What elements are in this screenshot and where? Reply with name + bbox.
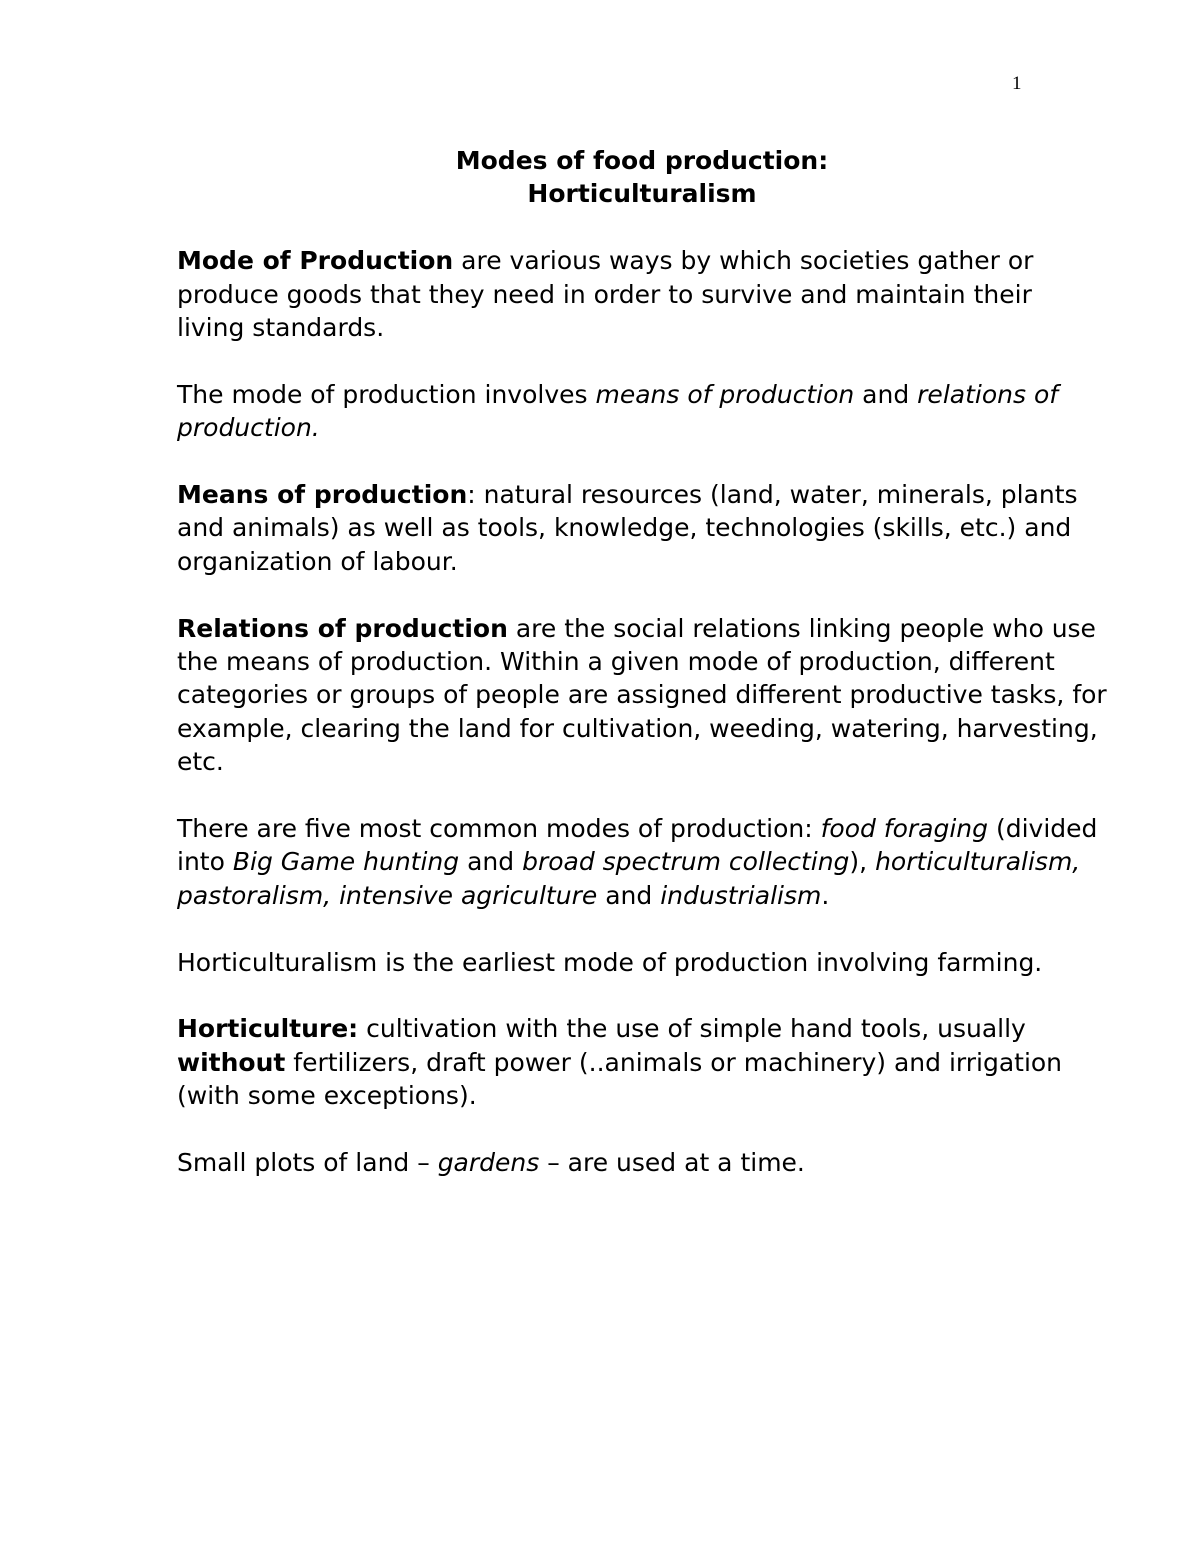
italic-big-game-hunting: Big Game hunting [232, 847, 460, 877]
paragraph-text: There are five most common modes of production: [177, 814, 821, 844]
bold-without: without [177, 1047, 286, 1077]
paragraph-text: Small plots of land – [177, 1148, 438, 1178]
term-horticulture: Horticulture: [177, 1014, 359, 1044]
italic-relations-of-production: relations of production. [177, 379, 1059, 443]
term-means-of-production: Means of production [177, 480, 468, 510]
title-line-1: Modes of food production: [455, 146, 829, 175]
document-body [177, 144, 1107, 1213]
paragraph-text: and [854, 379, 918, 409]
paragraph-text: and [459, 847, 523, 877]
term-relations-of-production: Relations of production [177, 613, 508, 643]
paragraph-text: are the social relations linking people who use the means of production. Within a given mode of production, different categories or groups of people are assigned different productive tasks, for example, clearing the land for cultivation, weeding, watering, harvesting, etc. [177, 613, 1107, 777]
italic-broad-spectrum-collecting: broad spectrum collecting [522, 847, 850, 877]
italic-industrialism: industrialism [660, 880, 822, 910]
italic-means-of-production: means of production [595, 379, 855, 409]
paragraph-horticulture [177, 1012, 1107, 1112]
paragraph-text: : natural resources (land, water, minerals, plants and animals) as well as tools, knowledge, technologies (skills, etc.) and organization of labour. [177, 480, 1078, 576]
paragraph-small-plots [177, 1146, 1107, 1179]
document-title [177, 144, 1107, 211]
paragraph-text: ), [849, 847, 876, 877]
paragraph-text: cultivation with the use of simple hand tools, usually [358, 1014, 1026, 1044]
paragraph-text: . [821, 880, 830, 910]
term-mode-of-production: Mode of Production [177, 246, 454, 276]
page-number: 1 [1012, 73, 1022, 94]
italic-food-foraging: food foraging [820, 814, 989, 844]
paragraph-means-of-production [177, 478, 1107, 578]
title-line-2: Horticulturalism [527, 179, 757, 209]
paragraph-text: – are used at a time. [539, 1148, 805, 1178]
paragraph-relations-of-production [177, 612, 1107, 779]
paragraph-text: (divided into [177, 814, 1098, 877]
paragraph-text: and [597, 880, 661, 910]
paragraph-text: Horticulturalism is the earliest mode of production involving farming. [177, 947, 1043, 977]
paragraph-mode-involves [177, 378, 1107, 445]
paragraph-text: fertilizers, draft power (..animals or machinery) and irrigation (with some exceptions). [177, 1047, 1063, 1111]
italic-modes-list: horticulturalism, pastoralism, intensive agriculture [177, 847, 1081, 910]
paragraph-text: are various ways by which societies gather or produce goods that they need in order to survive and maintain their living standards. [177, 246, 1034, 343]
paragraph-mode-of-production [177, 244, 1107, 344]
italic-gardens: gardens [437, 1148, 540, 1178]
paragraph-five-modes [177, 812, 1107, 912]
paragraph-horticulturalism-earliest [177, 946, 1107, 979]
paragraph-text: The mode of production involves [177, 379, 596, 409]
